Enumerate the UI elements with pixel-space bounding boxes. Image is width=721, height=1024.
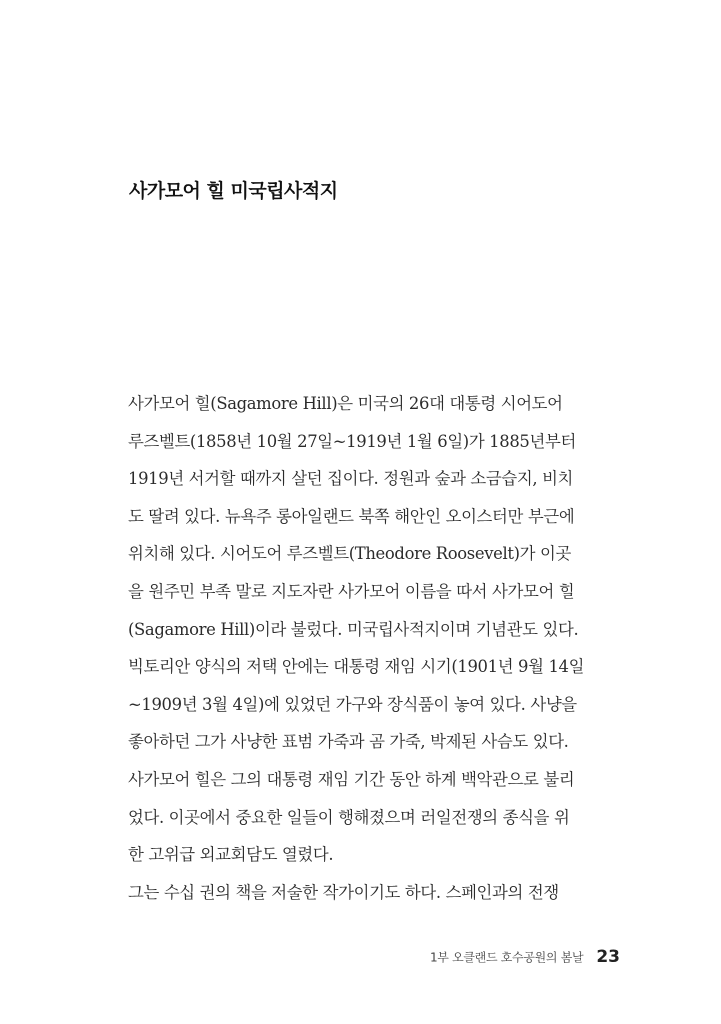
body-line: 좋아하던 그가 사냥한 표범 가죽과 곰 가죽, 박제된 사슴도 있다. bbox=[128, 732, 569, 752]
body-line: 사가모어 힐(Sagamore Hill)은 미국의 26대 대통령 시어도어 bbox=[128, 394, 563, 413]
body-line: 을 원주민 부족 말로 지도자란 사가모어 이름을 따서 사가모어 힐 bbox=[128, 581, 575, 601]
body-line: 빅토리안 양식의 저택 안에는 대통령 재임 시기(1901년 9월 14일 bbox=[128, 657, 585, 677]
body-line: 었다. 이곳에서 중요한 일들이 행해졌으며 러일전쟁의 종식을 위 bbox=[128, 807, 570, 827]
page-footer bbox=[430, 943, 620, 971]
body-line: 위치해 있다. 시어도어 루즈벨트(Theodore Roosevelt)가 이곳 bbox=[128, 544, 571, 564]
body-line: 그는 수십 권의 책을 저술한 작가이기도 하다. 스페인과의 전쟁 bbox=[128, 882, 559, 902]
chapter-label: 1부 오클랜드 호수공원의 봄날 bbox=[429, 950, 584, 965]
body-line: ~1909년 3월 4일)에 있었던 가구와 장식품이 놓여 있다. 사냥을 bbox=[128, 694, 577, 714]
body-line: 도 딸려 있다. 뉴욕주 롱아일랜드 북쪽 해안인 오이스터만 부근에 bbox=[128, 506, 575, 526]
body-text bbox=[128, 385, 624, 911]
page-number: 23 bbox=[596, 947, 620, 968]
body-line: (Sagamore Hill)이라 불렀다. 미국립사적지이며 기념관도 있다. bbox=[128, 619, 579, 639]
body-line: 한 고위급 외교회담도 열렸다. bbox=[128, 845, 334, 865]
body-line: 사가모어 힐은 그의 대통령 재임 기간 동안 하계 백악관으로 불리 bbox=[128, 769, 575, 789]
section-title: 사가모어 힐 미국립사적지 bbox=[129, 180, 338, 202]
body-line: 루즈벨트(1858년 10월 27일~1919년 1월 6일)가 1885년부터 bbox=[128, 431, 576, 451]
body-line: 1919년 서거할 때까지 살던 집이다. 정원과 숲과 소금습지, 비치 bbox=[128, 469, 574, 489]
